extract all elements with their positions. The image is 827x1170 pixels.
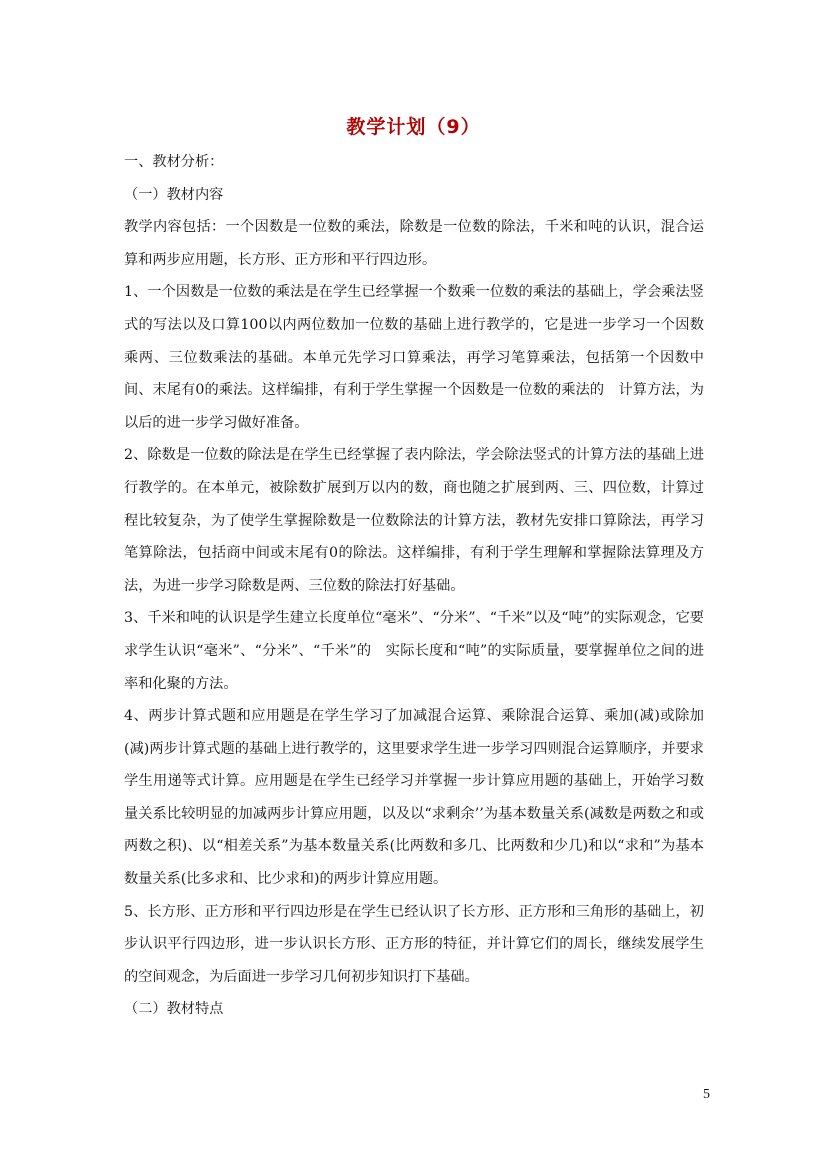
page-number: 5 <box>703 1087 710 1102</box>
subsection-heading: （一）教材内容 <box>124 186 224 203</box>
paragraph-4: 4、两步计算式题和应用题是在学生学习了加减混合运算、乘除混合运算、乘加(减)或除加(减)两步计算式题的基础上进行教学的，这里要求学生进一步学习四则混合运算顺序，并要求学生用递等式计算。应用题是在学生已经学习并掌握一步计算应用题的基础上，开始学习数量关系比较明显的加减两步计算应用题，以及以“求剩余’’为基本数量关系(减数是两数之和或两数之积)、以“相差关系”为基本数量关系(比两数和多几、比两数和少几)和以“求和”为基本数量关系(比多求和、比少求和)的两步计算应用题。 <box>124 708 704 888</box>
document-body <box>124 146 704 1026</box>
section-heading: 一、教材分析： <box>124 154 224 170</box>
paragraph-5: 5、长方形、正方形和平行四边形是在学生已经认识了长方形、正方形和三角形的基础上，初步认识平行四边形，进一步认识长方形、正方形的特征，并计算它们的周长，继续发展学生的空间观念，为后面进一步学习几何初步知识打下基础。 <box>124 903 704 985</box>
paragraph-1: 1、一个因数是一位数的乘法是在学生已经掌握一个数乘一位数的乘法的基础上，学会乘法竖式的写法以及口算100以内两位数加一位数的基础上进行教学的，它是进一步学习一个因数乘两、三位数乘法的基础。本单元先学习口算乘法，再学习笔算乘法，包括第一个因数中间、末尾有0的乘法。这样编排，有利于学生掌握一个因数是一位数的乘法的 计算方法，为以后的进一步学习做好准备。 <box>124 284 704 431</box>
page-title: 教学计划（9） <box>346 116 481 138</box>
paragraph-2: 2、除数是一位数的除法是在学生已经掌握了表内除法，学会除法竖式的计算方法的基础上进行教学的。在本单元，被除数扩展到万以内的数，商也随之扩展到两、三、四位数，计算过程比较复杂，为了使学生掌握除数是一位数除法的计算方法，教材先安排口算除法，再学习笔算除法，包括商中间或末尾有0的除法。这样编排，有利于学生理解和掌握除法算理及方法，为进一步学习除数是两、三位数的除法打好基础。 <box>124 447 704 594</box>
intro-paragraph: 教学内容包括：一个因数是一位数的乘法，除数是一位数的除法，千米和吨的认识，混合运算和两步应用题，长方形、正方形和平行四边形。 <box>124 219 704 268</box>
subsection-heading-2: （二）教材特点 <box>124 1001 224 1018</box>
paragraph-3: 3、千米和吨的认识是学生建立长度单位“毫米”、“分米”、“千米”以及“吨”的实际观念，它要求学生认识“毫米”、“分米”、“千米”的 实际长度和“吨”的实际质量，要掌握单位之间的进率和化聚的方法。 <box>124 610 704 692</box>
